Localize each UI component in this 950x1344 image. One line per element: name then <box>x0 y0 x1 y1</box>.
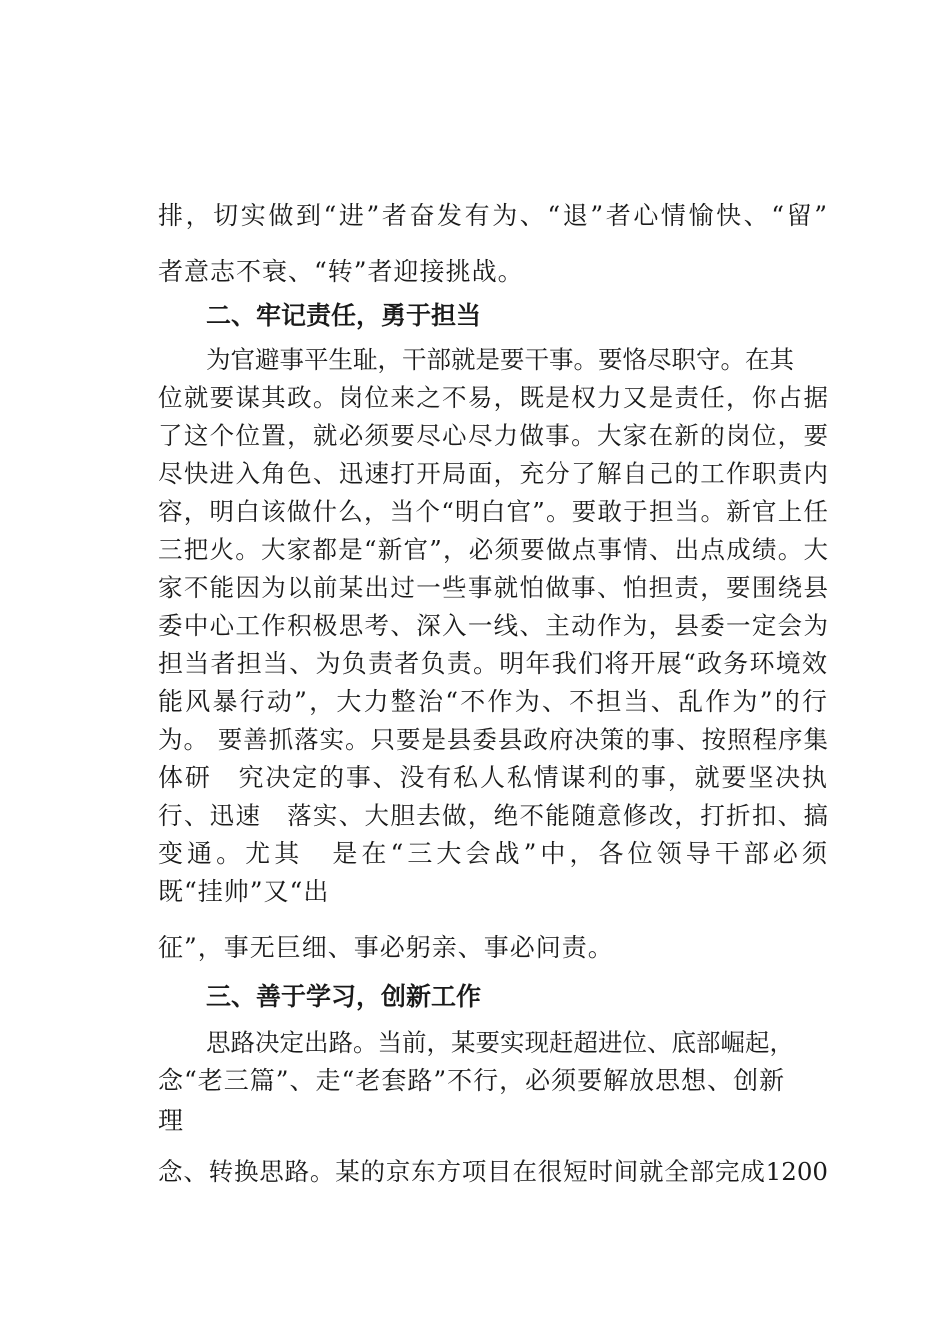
text-line: 容，明白该做什么，当个“明白官”。要敢于担当。新官上任 <box>158 497 828 526</box>
text-line: 三把火。大家都是“新官”，必须要做点事情、出点成绩。大 <box>158 535 828 564</box>
text-line: 征”，事无巨细、事必躬亲、事必问责。 <box>158 933 614 962</box>
text-line: 变通。尤其 是在“三大会战”中，各位领导干部必须 <box>158 839 828 868</box>
text-line: 担当者担当、为负责者负责。明年我们将开展“政务环境效 <box>158 649 828 678</box>
text-line: 念“老三篇”、走“老套路”不行，必须要解放思想、创新 <box>158 1066 786 1095</box>
section-heading: 二、牢记责任，勇于担当 <box>206 301 482 330</box>
text-line: 尽快进入角色、迅速打开局面，充分了解自己的工作职责内 <box>158 459 828 488</box>
text-line: 者意志不衰、“转”者迎接挑战。 <box>158 257 524 286</box>
text-line: 为。 要善抓落实。只要是县委县政府决策的事、按照程序集 <box>158 725 828 754</box>
text-line: 念、转换思路。某的京东方项目在很短时间就全部完成1200 <box>158 1157 828 1186</box>
text-line: 既“挂帅”又“出 <box>158 877 330 906</box>
text-line: 排，切实做到“进”者奋发有为、“退”者心情愉快、“留” <box>158 201 828 230</box>
text-line: 行、迅速 落实、大胆去做，绝不能随意修改，打折扣、搞 <box>158 801 828 830</box>
text-line: 了这个位置，就必须要尽心尽力做事。大家在新的岗位，要 <box>158 421 828 450</box>
paragraph-first-line: 为官避事平生耻，干部就是要干事。要恪尽职守。在其 <box>206 345 794 374</box>
text-line: 委中心工作积极思考、深入一线、主动作为，县委一定会为 <box>158 611 828 640</box>
text-line: 家不能因为以前某出过一些事就怕做事、怕担责，要围绕县 <box>158 573 828 602</box>
section-heading: 三、善于学习，创新工作 <box>206 982 482 1011</box>
text-line: 理 <box>158 1106 185 1135</box>
text-line: 体研 究决定的事、没有私人私情谋利的事，就要坚决执 <box>158 763 828 792</box>
paragraph-first-line: 思路决定出路。当前，某要实现赶超进位、底部崛起， <box>206 1028 794 1057</box>
text-line: 位就要谋其政。岗位来之不易，既是权力又是责任，你占据 <box>158 383 828 412</box>
text-line: 能风暴行动”，大力整治“不作为、不担当、乱作为”的行 <box>158 687 828 716</box>
